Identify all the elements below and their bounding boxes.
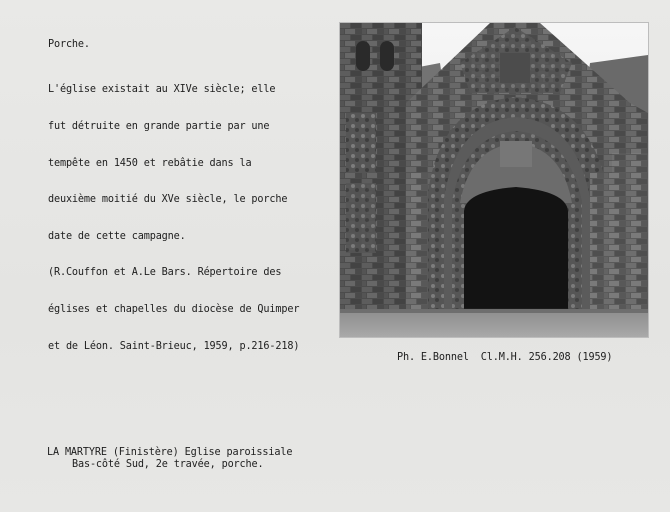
- porch-photo-illustration: [340, 23, 648, 337]
- card-heading: Porche.: [48, 39, 90, 50]
- description-text: [48, 60, 299, 377]
- location-caption: LA MARTYRE (Finistère) Eglise paroissiale: [47, 447, 293, 458]
- photo-credit: Ph. E.Bonnel Cl.M.H. 256.208 (1959): [397, 352, 613, 363]
- description-line: tempête en 1450 et rebâtie dans la: [48, 157, 252, 169]
- description-line: églises et chapelles du diocèse de Quimper: [48, 304, 300, 316]
- porch-photograph: [339, 22, 649, 338]
- description-line: (R.Couffon et A.Le Bars. Répertoire des: [48, 267, 282, 279]
- description-line: deuxième moitié du XVe siècle, le porche: [48, 194, 288, 206]
- description-line: fut détruite en grande partie par une: [48, 121, 270, 133]
- description-line: date de cette campagne.: [48, 230, 186, 242]
- description-line: L'église existait au XIVe siècle; elle: [48, 84, 276, 96]
- description-line: et de Léon. Saint-Brieuc, 1959, p.216-218): [48, 340, 300, 352]
- location-subcaption: Bas-côté Sud, 2e travée, porche.: [72, 459, 264, 470]
